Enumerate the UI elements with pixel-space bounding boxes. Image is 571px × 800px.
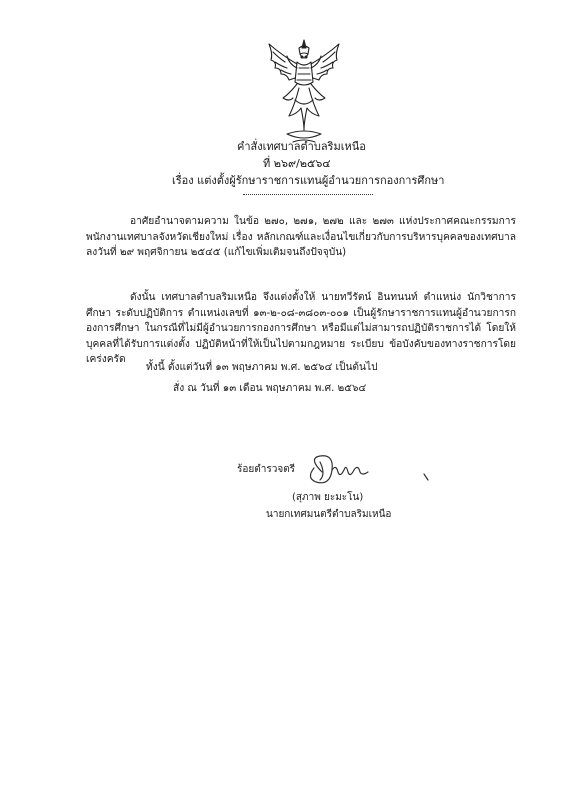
handwritten-signature-icon: [298, 450, 438, 492]
order-number: ที่ ๒๖๙/๒๕๖๔: [263, 157, 331, 170]
order-subject: เรื่อง แต่งตั้งผู้รักษาราชการแทนผู้อำนวยการกองการศึกษา: [172, 174, 445, 187]
garuda-emblem-icon: [259, 38, 349, 150]
signer-rank: ร้อยตำรวจตรี: [237, 464, 296, 475]
ordered-date-line: สั่ง ณ วันที่ ๑๓ เดือน พฤษภาคม พ.ศ. ๒๕๖๔: [173, 383, 367, 394]
order-title: คำสั่งเทศบาลตำบลริมเหนือ: [237, 140, 366, 153]
body-paragraph-2: ดังนั้น เทศบาลตำบลริมเหนือ จึงแต่งตั้งให้ นายทวีรัตน์ อินทนนท์ ตำแหน่ง นักวิชาการศึกษา ระดับปฏิบัติการ ตำแหน่งเลขที่ ๑๓-๒-๐๘-๓๘๐๓-๐๐๑ เป็นผู้รักษาราชการแทนผู้อำนวยการกองการศึกษา ในกรณีที่ไม่มีผู้อำนวยการกองการศึกษา หรือมีแต่ไม่สามารถปฏิบัติราชการได้ โดยให้บุคคลที่ได้รับการแต่งตั้ง ปฏิบัติหน้าที่ให้เป็นไปตามกฎหมาย ระเบียบ ข้อบังคับของทางราชการโดยเคร่งครัด: [86, 292, 516, 365]
signer-name: (สุภาพ ยะมะโน): [292, 492, 364, 503]
divider: [243, 194, 373, 195]
signer-position: นายกเทศมนตรีตำบลริมเหนือ: [266, 509, 392, 520]
effective-date-line: ทั้งนี้ ตั้งแต่วันที่ ๑๓ พฤษภาคม พ.ศ. ๒๕๖๔ เป็นต้นไป: [146, 362, 378, 373]
body-paragraph-1: อาศัยอำนาจตามความ ในข้อ ๒๗๐, ๒๗๑, ๒๗๒ และ ๒๗๓ แห่งประกาศคณะกรรมการพนักงานเทศบาลจังหวัดเชียงใหม่ เรื่อง หลักเกณฑ์และเงื่อนไขเกี่ยวกับการบริหารบุคคลของเทศบาล ลงวันที่ ๒๙ พฤศจิกายน ๒๕๔๕ (แก้ไขเพิ่มเติมจนถึงปัจจุบัน): [86, 216, 516, 258]
